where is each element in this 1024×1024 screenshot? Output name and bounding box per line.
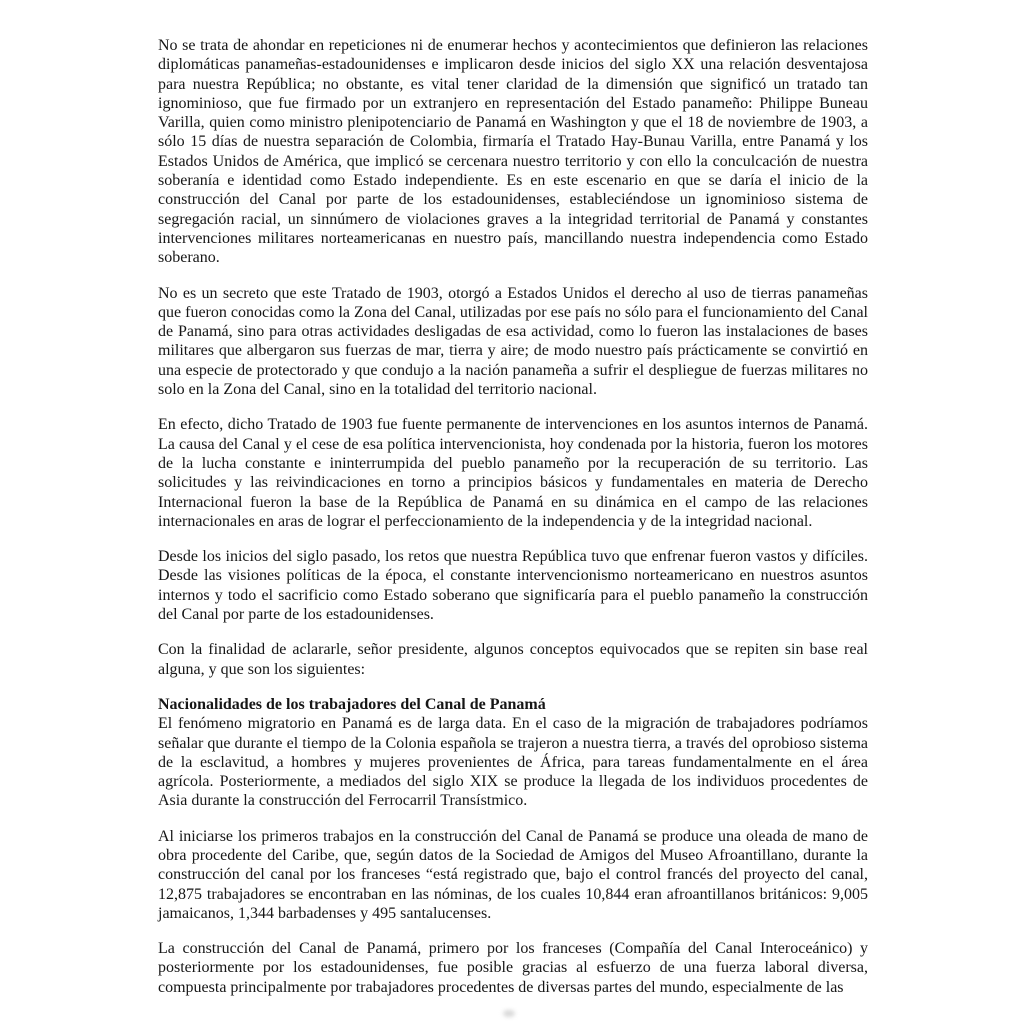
section-heading-nationalities: Nacionalidades de los trabajadores del Canal de Panamá — [158, 695, 546, 713]
paragraph-treaty-context: No se trata de ahondar en repeticiones ni de enumerar hechos y acontecimientos que definieron las relaciones diplomáticas panameñas-estadounidenses e implicaron desde inicios del siglo XX una relación desventajosa para nuestra República; no obstante, es vital tener claridad de la dimensión que significó un tratado tan ignominioso, que fue firmado por un extranjero en representación del Estado panameño: Philippe Buneau Varilla, quien como ministro plenipotenciario de Panamá en Washington y que el 18 de noviembre de 1903, a sólo 15 días de nuestra separación de Colombia, firmaría el Tratado Hay-Bunau Varilla, entre Panamá y los Estados Unidos de América, que implicó se cercenara nuestro territorio y con ello la conculcación de nuestra soberanía e identidad como Estado independiente. Es en este escenario en que se daría el inicio de la construcción del Canal por parte de los estadounidenses, estableciéndose un ignominioso sistema de segregación racial, un sinnúmero de violaciones graves a la integridad territorial de Panamá y constantes intervenciones militares norteamericanas en nuestro país, mancillando nuestra independencia como Estado soberano. — [158, 37, 868, 267]
paragraph-canal-zone: No es un secreto que este Tratado de 1903, otorgó a Estados Unidos el derecho al uso de tierras panameñas que fueron conocidas como la Zona del Canal, utilizadas por ese país no sólo para el funcionamiento del Canal de Panamá, sino para otras actividades desligadas de esa actividad, como lo fueron las instalaciones de bases militares que albergaron sus fuerzas de mar, tierra y aire; de modo nuestro país prácticamente se convirtió en una especie de protectorado y que condujo a la nación panameña a sufrir el despliegue de fuerzas militares no solo en la Zona del Canal, sino en la totalidad del territorio nacional. — [158, 284, 868, 399]
paragraph-interventions: En efecto, dicho Tratado de 1903 fue fuente permanente de intervenciones en los asuntos internos de Panamá. La causa del Canal y el cese de esa política intervencionista, hoy condenada por la historia, fueron los motores de la lucha constante e ininterrumpida del pueblo panameño por la recuperación de su territorio. Las solicitudes y las reivindicaciones en torno a principios básicos y fundamentales en materia de Derecho Internacional fueron la base de la República de Panamá en su dinámica en el campo de las relaciones internacionales en aras de lograr el perfeccionamiento de la independencia y de la integridad nacional. — [158, 416, 868, 530]
paragraph-migration-history: El fenómeno migratorio en Panamá es de larga data. En el caso de la migración de trabajadores podríamos señalar que durante el tiempo de la Colonia española se trajeron a nuestra tierra, a través del oprobioso sistema de la esclavitud, a hombres y mujeres provenientes de África, para tareas fundamentalmente en el área agrícola. Posteriormente, a mediados del siglo XIX se produce la llegada de los individuos procedentes de Asia durante la construcción del Ferrocarril Transístmico. — [158, 715, 868, 810]
paragraph-century-challenges: Desde los inicios del siglo pasado, los retos que nuestra República tuvo que enfrenar fueron vastos y difíciles. Desde las visiones políticas de la época, el constante intervencionismo norteamericano en nuestros asuntos internos y todo el sacrificio como Estado soberano que significaría para el pueblo panameño la construcción del Canal por parte de los estadounidenses. — [158, 548, 868, 624]
page-number-smudge — [503, 1010, 515, 1017]
paragraph-caribbean-workers: Al iniciarse los primeros trabajos en la construcción del Canal de Panamá se produce una oleada de mano de obra procedente del Caribe, que, según datos de la Sociedad de Amigos del Museo Afroantillano, durante la construcción del canal por los franceses “está registrado que, bajo el control francés del proyecto del canal, 12,875 trabajadores se encontraban en las nóminas, de los cuales 10,844 eran afroantillanos británicos: 9,005 jamaicanos, 1,344 barbadenses y 495 santalucenses. — [158, 827, 868, 922]
paragraph-diverse-workforce: La construcción del Canal de Panamá, primero por los franceses (Compañía del Canal Interoceánico) y posteriormente por los estadounidenses, fue posible gracias al esfuerzo de una fuerza laboral diversa, compuesta principalmente por trabajadores procedentes de diversas partes del mundo, especialmente de las — [158, 940, 868, 996]
paragraph-clarification-intro: Con la finalidad de aclararle, señor presidente, algunos conceptos equivocados que se repiten sin base real alguna, y que son los siguientes: — [158, 641, 868, 678]
document-body — [158, 36, 868, 997]
